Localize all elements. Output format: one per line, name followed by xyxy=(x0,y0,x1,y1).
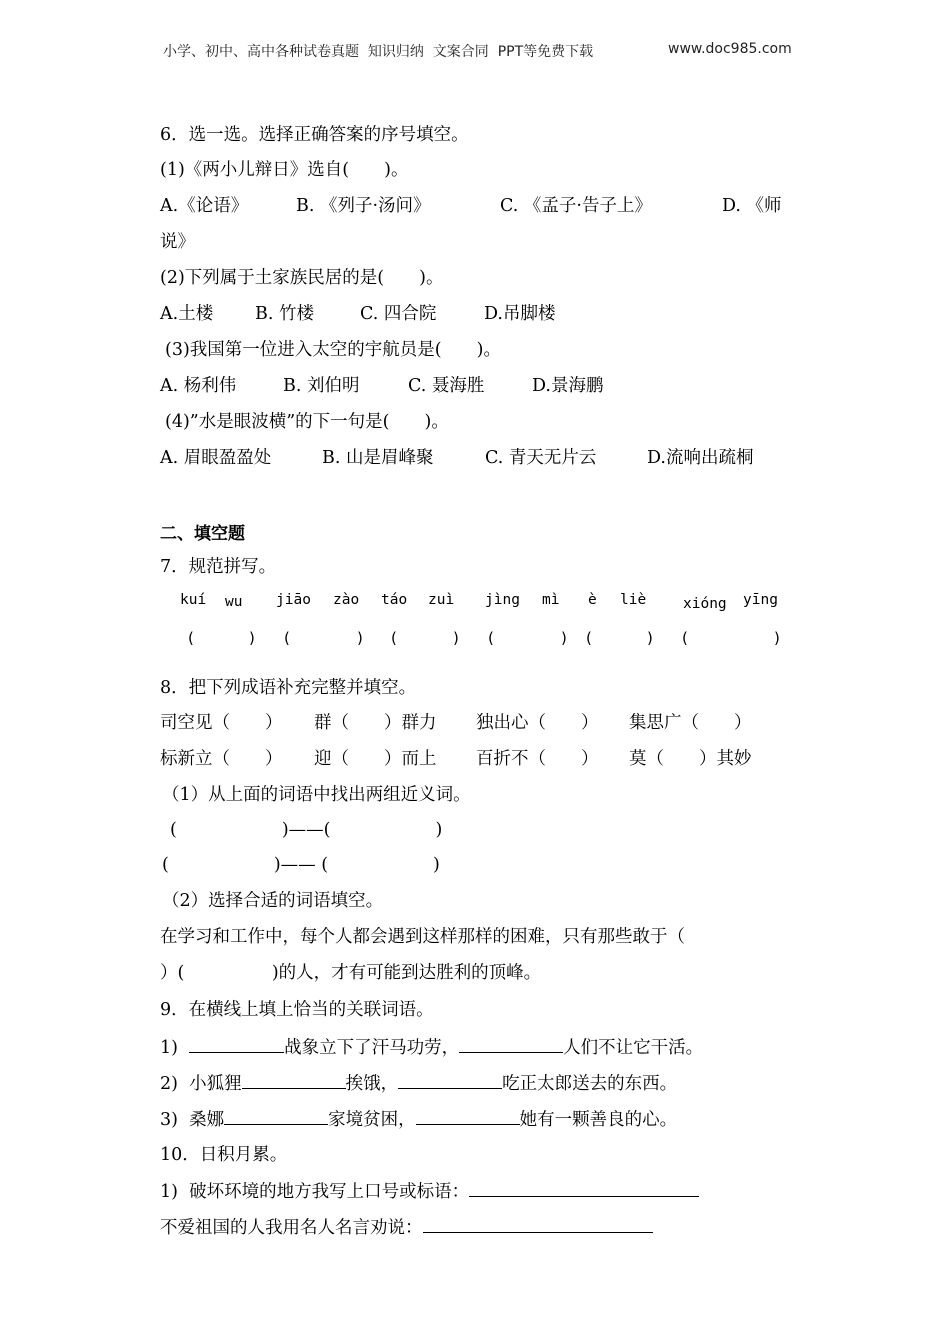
q7-title: 7．规范拼写。 xyxy=(160,557,277,577)
q6-sub1-opt-a: A.《论语》 xyxy=(160,196,249,216)
q6-sub3-opt-b: B. 刘伯明 xyxy=(283,376,360,396)
answer-blank[interactable] xyxy=(416,1107,520,1125)
answer-paren: ( xyxy=(586,629,592,647)
q9-line2-text-b: 挨饿， xyxy=(345,1074,399,1094)
q9-title: 9．在横线上填上恰当的关联词语。 xyxy=(160,1000,434,1020)
q6-sub4-opt-c: C. 青天无片云 xyxy=(485,448,597,468)
q6-sub4-opt-a: A. 眉眼盈盈处 xyxy=(160,448,272,468)
answer-blank[interactable] xyxy=(459,1035,563,1053)
q8-paragraph-line1: 在学习和工作中，每个人都会遇到这样那样的困难，只有那些敢于（ xyxy=(160,927,685,947)
line-number: 1) xyxy=(160,1182,178,1202)
idiom: 百折不（ ） xyxy=(476,749,599,769)
q6-sub1-opt-b: B. 《列子·汤问》 xyxy=(296,196,431,216)
q6-sub1-opt-c: C. 《孟子·告子上》 xyxy=(500,196,652,216)
q9-line3-text-c: 她有一颗善良的心。 xyxy=(519,1110,678,1130)
answer-paren: ) xyxy=(249,629,255,647)
q9-line1 xyxy=(160,1035,703,1060)
pinyin-10: liè xyxy=(620,592,647,608)
answer-paren: ) xyxy=(561,629,567,647)
q8-paragraph-line2: ）( )的人，才有可能到达胜利的顶峰。 xyxy=(160,963,542,983)
q6-sub1-opt-d: D. 《师 xyxy=(722,196,782,216)
q6-sub2-opt-b: B. 竹楼 xyxy=(255,304,314,324)
answer-paren: ( xyxy=(391,629,397,647)
q6-sub4: (4)”水是眼波横”的下一句是( )。 xyxy=(165,412,449,432)
q9-line1-text-a: 战象立下了汗马功劳， xyxy=(284,1038,460,1058)
section-title: 二、填空题 xyxy=(160,524,245,544)
answer-paren: ) xyxy=(357,629,363,647)
q6-title: 6．选一选。选择正确答案的序号填空。 xyxy=(160,125,469,145)
q10-title: 10．日积月累。 xyxy=(160,1145,288,1165)
q8-title: 8．把下列成语补充完整并填空。 xyxy=(160,678,417,698)
line-number: 2) xyxy=(160,1074,178,1094)
header-left: 小学、初中、高中各种试卷真题 知识归纳 文案合同 PPT等免费下载 xyxy=(163,44,594,60)
answer-blank[interactable] xyxy=(189,1035,284,1053)
q9-line2 xyxy=(160,1071,677,1096)
answer-blank[interactable] xyxy=(423,1215,653,1233)
q9-line3 xyxy=(160,1107,677,1132)
q6-sub3-opt-c: C. 聂海胜 xyxy=(408,376,485,396)
q6-sub3-opt-a: A. 杨利伟 xyxy=(160,376,237,396)
q9-line1-text-b: 人们不让它干活。 xyxy=(563,1038,704,1058)
pinyin-12: yīng xyxy=(743,592,778,608)
idiom: 司空见（ ） xyxy=(160,713,283,733)
q10-line1-text: 破坏环境的地方我写上口号或标语： xyxy=(189,1182,470,1202)
synonym-pair-1: ( )——( ) xyxy=(170,820,443,840)
q6-sub2-opt-a: A.土楼 xyxy=(160,304,214,324)
q6-sub1-opt-d-cont: 说》 xyxy=(160,232,195,252)
q6-sub4-opt-b: B. 山是眉峰聚 xyxy=(322,448,434,468)
idiom: 群（ ）群力 xyxy=(314,713,437,733)
pinyin-7: jìng xyxy=(485,592,520,608)
pinyin-5: táo xyxy=(381,592,408,608)
idiom: 标新立（ ） xyxy=(160,749,283,769)
pinyin-3: jiāo xyxy=(276,592,311,608)
line-number: 3) xyxy=(160,1110,178,1130)
pinyin-2: wu xyxy=(225,594,243,610)
pinyin-1: kuí xyxy=(180,592,207,608)
q8-sub2: （2）选择合适的词语填空。 xyxy=(162,891,384,911)
line-number: 1) xyxy=(160,1038,178,1058)
idiom: 独出心（ ） xyxy=(476,713,599,733)
answer-blank[interactable] xyxy=(242,1071,346,1089)
q6-sub3-opt-d: D.景海鹏 xyxy=(532,376,604,396)
q10-line2 xyxy=(160,1215,653,1240)
answer-paren: ) xyxy=(453,629,459,647)
pinyin-8: mì xyxy=(542,592,560,608)
q8-sub1: （1）从上面的词语中找出两组近义词。 xyxy=(162,785,471,805)
idiom: 迎（ ）而上 xyxy=(314,749,437,769)
q6-sub1: (1)《两小儿辩日》选自( )。 xyxy=(160,160,409,180)
pinyin-6: zuì xyxy=(428,592,455,608)
q9-line2-text-c: 吃正太郎送去的东西。 xyxy=(502,1074,678,1094)
q6-sub4-opt-d: D.流响出疏桐 xyxy=(647,448,754,468)
q6-sub2: (2)下列属于土家族民居的是( )。 xyxy=(160,268,444,288)
answer-paren: ) xyxy=(774,629,780,647)
header-url[interactable]: www.doc985.com xyxy=(668,41,792,57)
q9-line2-text-a: 小狐狸 xyxy=(189,1074,242,1094)
answer-blank[interactable] xyxy=(469,1179,699,1197)
answer-blank[interactable] xyxy=(224,1107,328,1125)
answer-paren: ( xyxy=(682,629,688,647)
idiom: 莫（ ）其妙 xyxy=(629,749,752,769)
pinyin-9: è xyxy=(588,592,597,608)
answer-paren: ) xyxy=(647,629,653,647)
answer-paren: ( xyxy=(188,629,194,647)
answer-paren: ( xyxy=(284,629,290,647)
q6-sub3: (3)我国第一位进入太空的宇航员是( )。 xyxy=(165,340,501,360)
q10-line1 xyxy=(160,1179,699,1204)
idiom: 集思广（ ） xyxy=(629,713,752,733)
answer-blank[interactable] xyxy=(398,1071,502,1089)
q6-sub2-opt-c: C. 四合院 xyxy=(360,304,437,324)
synonym-pair-2: ( )—— ( ) xyxy=(162,855,440,875)
q9-line3-text-a: 桑娜 xyxy=(189,1110,225,1130)
answer-paren: ( xyxy=(488,629,494,647)
q9-line3-text-b: 家境贫困， xyxy=(328,1110,416,1130)
q10-line2-text: 不爱祖国的人我用名人名言劝说： xyxy=(160,1218,423,1238)
pinyin-4: zào xyxy=(333,592,360,608)
q6-sub2-opt-d: D.吊脚楼 xyxy=(484,304,556,324)
pinyin-11: xióng xyxy=(683,596,727,612)
